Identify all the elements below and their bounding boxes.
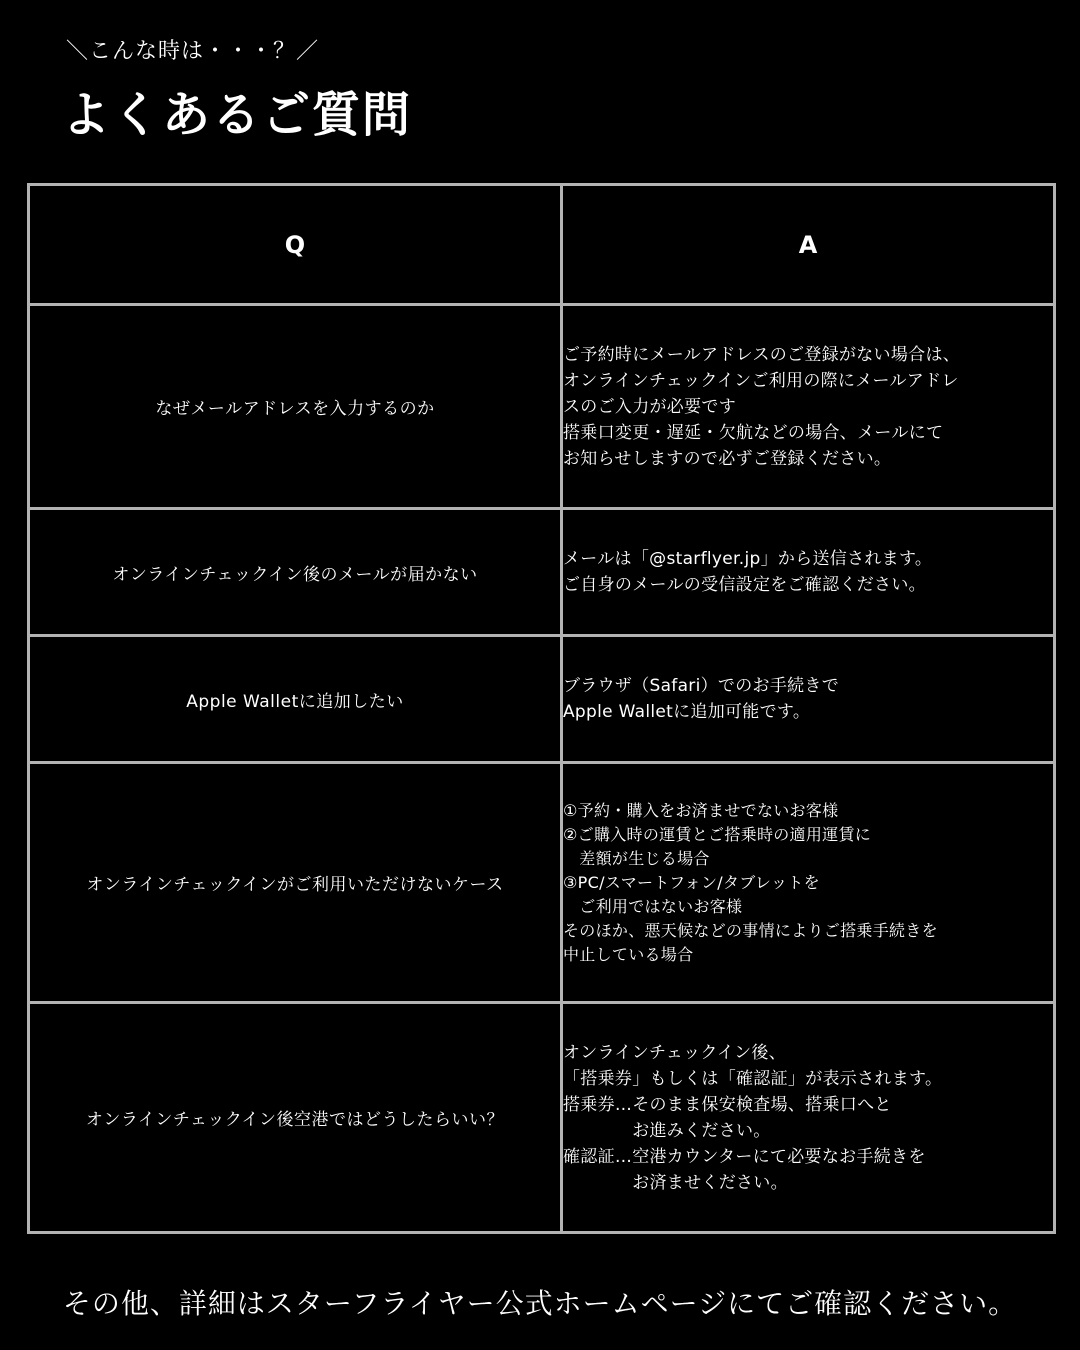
faq-question: Apple Walletに追加したい	[29, 636, 562, 763]
faq-row	[29, 763, 1055, 1003]
faq-question: なぜメールアドレスを入力するのか	[29, 305, 562, 509]
faq-answer: オンラインチェックイン後、 「搭乗券」もしくは「確認証」が表示されます。 搭乗券…そのまま保安検査場、搭乗口へと お進みください。 確認証…空港カウンターにて必要なお手続きを お済ませください。	[562, 1003, 1055, 1233]
question-column-header: Q	[29, 185, 562, 305]
faq-row	[29, 509, 1055, 636]
faq-table	[27, 183, 1056, 1234]
faq-question: オンラインチェックイン後のメールが届かない	[29, 509, 562, 636]
faq-answer: ①予約・購入をお済ませでないお客様 ②ご購入時の運賃とご搭乗時の適用運賃に 差額が生じる場合 ③PC/スマートフォン/タブレットを ご利用ではないお客様 そのほか、悪天候などの事情によりご搭乗手続きを 中止している場合	[562, 763, 1055, 1003]
footer-note: その他、詳細はスターフライヤー公式ホームページにてご確認ください。	[62, 1287, 1018, 1320]
faq-answer: ご予約時にメールアドレスのご登録がない場合は、 オンラインチェックインご利用の際にメールアドレ スのご入力が必要です 搭乗口変更・遅延・欠航などの場合、メールにて お知らせしますので必ずご登録ください。	[562, 305, 1055, 509]
faq-answer: ブラウザ（Safari）でのお手続きで Apple Walletに追加可能です。	[562, 636, 1055, 763]
faq-question: オンラインチェックインがご利用いただけないケース	[29, 763, 562, 1003]
answer-column-header: A	[562, 185, 1055, 305]
faq-answer: メールは「@starflyer.jp」から送信されます。 ご自身のメールの受信設定をご確認ください。	[562, 509, 1055, 636]
header-subtitle: ＼こんな時は・・・？／	[66, 39, 320, 64]
page-title: よくあるご質問	[62, 87, 413, 143]
faq-row	[29, 1003, 1055, 1233]
faq-question: オンラインチェックイン後空港ではどうしたらいい？	[29, 1003, 562, 1233]
faq-row	[29, 305, 1055, 509]
faq-header-row	[29, 185, 1055, 305]
faq-row	[29, 636, 1055, 763]
